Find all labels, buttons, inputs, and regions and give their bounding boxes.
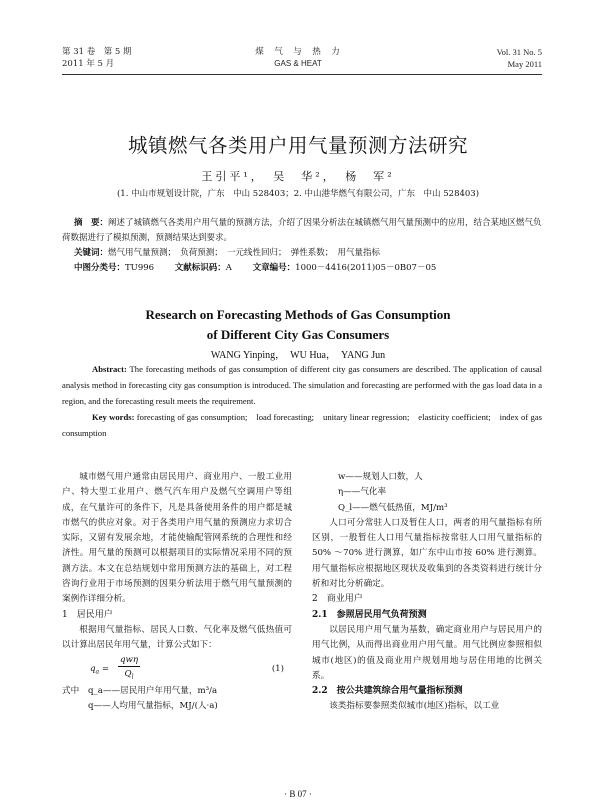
- abstract-en-text: The forecasting methods of gas consumption of different city gas consumers are described. The application of causal analysis method in forecasting city gas consumption is introduced. The simulation and forecasting are performed with the gas load data in a region, and the forecasting result meets the requirement.: [62, 364, 543, 406]
- affiliation-cn: (1. 中山市规划设计院，广东 中山 528403；2. 中山港华燃气有限公司，广东 中山 528403): [116, 189, 480, 199]
- journal-volume-en: Vol. 31 No. 5: [496, 47, 542, 57]
- variable-definitions: [62, 684, 292, 715]
- section-2-heading: 2 商业用户: [312, 594, 363, 605]
- section-2-2-paragraph: 该类指标要参照类似城市(地区)指标，以工业: [329, 701, 500, 712]
- definition-ql: Q_l——燃气低热值，MJ/m³: [338, 502, 448, 513]
- section-2-1-paragraph: 以居民用户用气量为基数，确定商业用户与居民用户的用气比例，从而得出商业用户用气量。用气比例应参照相似城市(地区)的值及商业用户规划用地与居住用地的比例关系。: [312, 624, 542, 681]
- section-2-1-heading: 2.1 参照居民用气负荷预测: [312, 609, 427, 620]
- abstract-en-label: Abstract:: [92, 364, 127, 374]
- journal-date: 2011 年 5 月: [62, 59, 115, 69]
- doc-code-label: 文献标识码：: [174, 263, 226, 273]
- paper-title-en-line1: Research on Forecasting Methods of Gas Consumption: [145, 307, 451, 322]
- formula-numerator: qwη: [119, 654, 138, 665]
- article-number-label: 文章编号：: [252, 263, 296, 273]
- journal-name: 煤 气 与 热 力: [255, 47, 341, 57]
- abstract-cn: [62, 216, 542, 276]
- paper-title-cn: 城镇燃气各类用户用气量预测方法研究: [127, 134, 468, 157]
- authors-en: WANG Yinping， WU Hua， YANG Jun: [210, 350, 386, 361]
- section-2-2-heading: 2.2 按公共建筑综合用气量指标预测: [312, 686, 463, 697]
- header-rule: [62, 74, 542, 75]
- paper-title-en-line2: of Different City Gas Consumers: [206, 327, 390, 342]
- paper-title-en: [0, 305, 596, 345]
- clc-value: TU996: [125, 263, 155, 273]
- where-label: 式中: [62, 685, 80, 696]
- keywords-en-label: Key words:: [92, 412, 135, 422]
- formula-lhs: q: [90, 663, 96, 674]
- formula-lhs-sub: a: [95, 668, 100, 676]
- section-1-heading: 1 居民用户: [62, 609, 113, 620]
- population-paragraph: 人口可分常驻人口及暂住人口，两者的用气量指标有所区别，一般暂住人口用气量指标按常驻人口用气量指标的 50% ～70% 进行测算，如广东中山市按 60% 进行测算。用气量指标应根据地区现状及收集到的各类资料进行统计分析和对比分析确定。: [312, 517, 542, 590]
- journal-name-en: GAS & HEAT: [274, 59, 322, 68]
- authors-cn: 王引平¹， 吴 华²， 杨 军²: [201, 170, 395, 183]
- doc-code-value: A: [225, 263, 232, 273]
- keywords-en: forecasting of gas consumption; load forecasting; unitary linear regression; elasticity coefficient; index of gas consumption: [62, 412, 542, 438]
- page-number: · B 07 ·: [284, 789, 312, 799]
- intro-paragraph: 城市燃气用户通常由居民用户、商业用户、一般工业用户、特大型工业用户、燃气汽车用户及燃气空调用户等组成，在气量许可的条件下，凡是具备使用条件的用户都是城市燃气的供应对象。对于各类用户用气量的预测应力求切合实际，又留有发展余地，才能使输配管网系统的合理性和经济性。用气量的预测可以根据项目的实际情况采用不同的预测方法。本文在总结规划中常用预测方法的基础上，对工程咨询行业用于市场预测的因果分析法用于燃气用气量预测的案例作详细分析。: [62, 472, 292, 605]
- definition-q: q——人均用气量指标，MJ/(人·a): [88, 700, 218, 711]
- formula-number: (1): [271, 663, 284, 674]
- clc-label: 中图分类号：: [74, 263, 126, 273]
- journal-date-en: May 2011: [507, 59, 542, 69]
- formula-1: $q_a$ = qwη $Q_l$ (1): [62, 654, 292, 684]
- abstract-cn-label: 摘 要：: [74, 218, 109, 228]
- section-1-paragraph: 根据用气量指标、居民人口数、气化率及燃气低热值可以计算出居民年用气量，计算公式如下：: [62, 624, 292, 651]
- abstract-cn-text: 阐述了城镇燃气各类用户用气量的预测方法，介绍了因果分析法在城镇燃气用气量预测中的应用，结合某地区燃气负荷数据进行了模拟预测，预测结果达到要求。: [62, 218, 542, 243]
- abstract-en: [62, 361, 542, 441]
- definition-w: w——规划人口数，人: [338, 472, 423, 482]
- definition-qa: q_a——居民用户年用气量，m³/a: [88, 685, 218, 696]
- journal-volume: 第 31 卷 第 5 期: [62, 47, 132, 57]
- right-column: [312, 470, 542, 715]
- formula-denominator: $Q_l$: [124, 668, 134, 681]
- definition-eta: η——气化率: [338, 487, 387, 498]
- left-column: [62, 470, 292, 714]
- keywords-cn: 燃气用气量预测； 负荷预测； 一元线性回归； 弹性系数； 用气量指标: [108, 248, 381, 258]
- keywords-cn-label: 关键词：: [74, 248, 109, 258]
- article-number-value: 1000－4416(2011)05－0B07－05: [295, 263, 437, 273]
